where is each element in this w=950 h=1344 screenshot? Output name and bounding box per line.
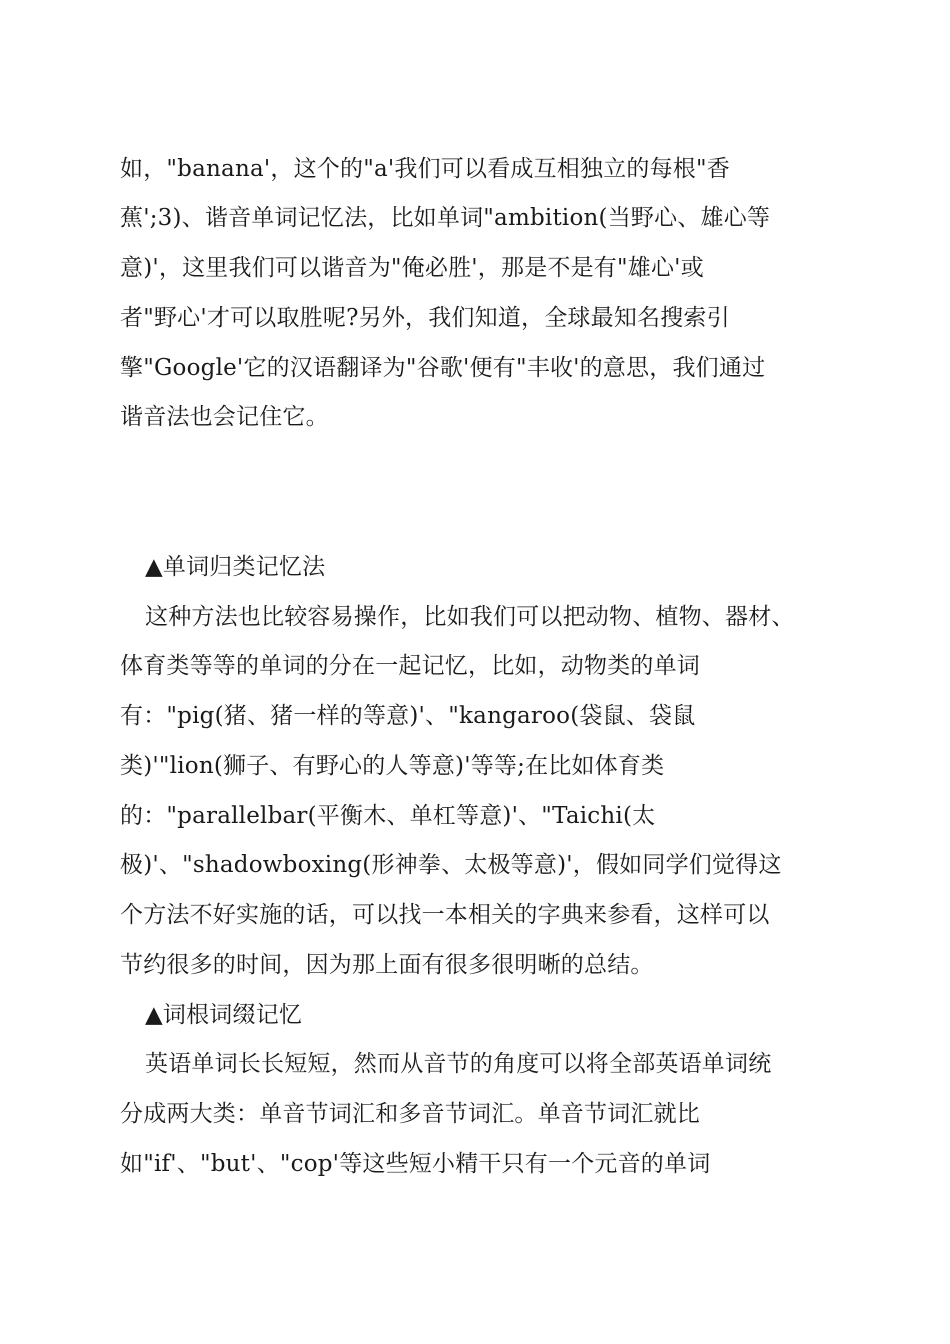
paragraph-line: 体育类等等的单词的分在一起记忆，比如，动物类的单词 [120, 653, 700, 679]
paragraph-line: 擎"Google'它的汉语翻译为"谷歌'便有"丰收'的意思，我们通过 [120, 355, 766, 381]
paragraph-line: 者"野心'才可以取胜呢?另外，我们知道，全球最知名搜索引 [120, 305, 730, 331]
paragraph-line: 节约很多的时间，因为那上面有很多很明晰的总结。 [120, 952, 654, 978]
paragraph-line: 这种方法也比较容易操作，比如我们可以把动物、植物、器材、 [145, 604, 795, 630]
paragraph-line: 谐音法也会记住它。 [120, 404, 329, 430]
paragraph-line: 意)'，这里我们可以谐音为"俺必胜'，那是不是有"雄心'或 [120, 255, 704, 281]
paragraph-line: 有："pig(猪、猪一样的等意)'、"kangaroo(袋鼠、袋鼠 [120, 703, 696, 729]
paragraph-line: 极)'、"shadowboxing(形神拳、太极等意)'，假如同学们觉得这 [120, 852, 782, 878]
paragraph-line: 分成两大类：单音节词汇和多音节词汇。单音节词汇就比 [120, 1101, 700, 1127]
section-heading: ▲词根词缀记忆 [145, 1002, 303, 1028]
paragraph-line: 如"if'、"but'、"cop'等这些短小精干只有一个元音的单词 [120, 1151, 711, 1177]
paragraph-line: 如，"banana'，这个的"a'我们可以看成互相独立的每根"香 [120, 156, 730, 182]
paragraph-line: 类)'"lion(狮子、有野心的人等意)'等等;在比如体育类 [120, 753, 665, 779]
paragraph-line: 个方法不好实施的话，可以找一本相关的字典来参看，这样可以 [120, 902, 770, 928]
paragraph-line: 英语单词长长短短，然而从音节的角度可以将全部英语单词统 [145, 1051, 772, 1077]
paragraph-line: 的："parallelbar(平衡木、单杠等意)'、"Taichi(太 [120, 803, 656, 829]
section-heading: ▲单词归类记忆法 [145, 554, 326, 580]
paragraph-line: 蕉';3)、谐音单词记忆法，比如单词"ambition(当野心、雄心等 [120, 205, 771, 231]
